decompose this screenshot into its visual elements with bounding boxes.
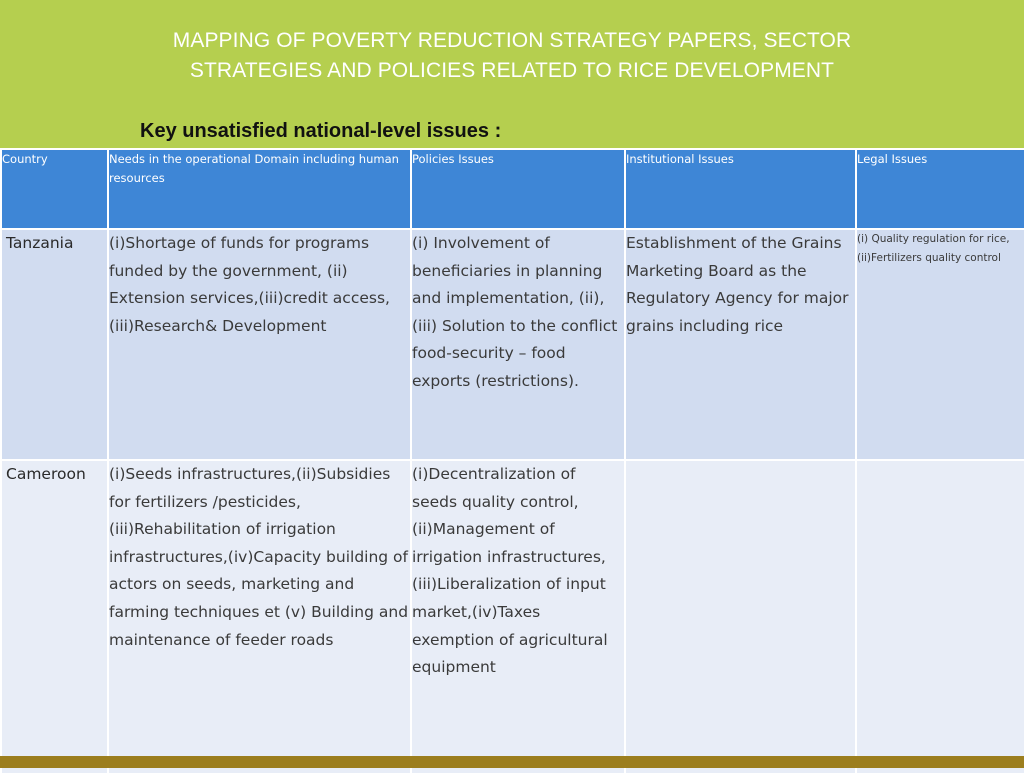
cell-legal: (i) Quality regulation for rice, (ii)Fertilizers quality control xyxy=(856,229,1024,460)
cell-policies: (i)Decentralization of seeds quality control,(ii)Management of irrigation infrastructures,(iii)Liberalization of input market,(iv)Taxes exemption of agricultural equipment xyxy=(411,460,625,774)
slide-title-line-2: STRATEGIES AND POLICIES RELATED TO RICE DEVELOPMENT xyxy=(189,59,835,82)
header-policies: Policies Issues xyxy=(411,149,625,229)
table-row-cameroon xyxy=(1,460,1024,774)
footer-bar xyxy=(0,756,1024,768)
issues-table xyxy=(0,148,1024,775)
slide-subtitle: Key unsatisfied national-level issues : xyxy=(140,120,502,142)
table-row-tanzania xyxy=(1,229,1024,460)
cell-institutional: Establishment of the Grains Marketing Board as the Regulatory Agency for major grains including rice xyxy=(625,229,856,460)
slide-title-line-1: MAPPING OF POVERTY REDUCTION STRATEGY PAPERS, SECTOR xyxy=(172,29,852,52)
header-legal: Legal Issues xyxy=(856,149,1024,229)
cell-institutional xyxy=(625,460,856,774)
cell-policies: (i) Involvement of beneficiaries in planning and implementation, (ii), (iii) Solution to the conflict food-security – food exports (restrictions). xyxy=(411,229,625,460)
header-country: Country xyxy=(1,149,108,229)
header-institutional: Institutional Issues xyxy=(625,149,856,229)
cell-country: Tanzania xyxy=(1,229,108,460)
cell-needs: (i)Seeds infrastructures,(ii)Subsidies for fertilizers /pesticides,(iii)Rehabilitation of irrigation infrastructures,(iv)Capacity building of actors on seeds, marketing and farming techniques et (v) Building and maintenance of feeder roads xyxy=(108,460,411,774)
cell-legal xyxy=(856,460,1024,774)
header-needs: Needs in the operational Domain including human resources xyxy=(108,149,411,229)
table-header-row xyxy=(1,149,1024,229)
slide-title xyxy=(0,26,1024,86)
cell-needs: (i)Shortage of funds for programs funded by the government, (ii) Extension services,(iii)credit access,(iii)Research& Development xyxy=(108,229,411,460)
cell-country: Cameroon xyxy=(1,460,108,774)
